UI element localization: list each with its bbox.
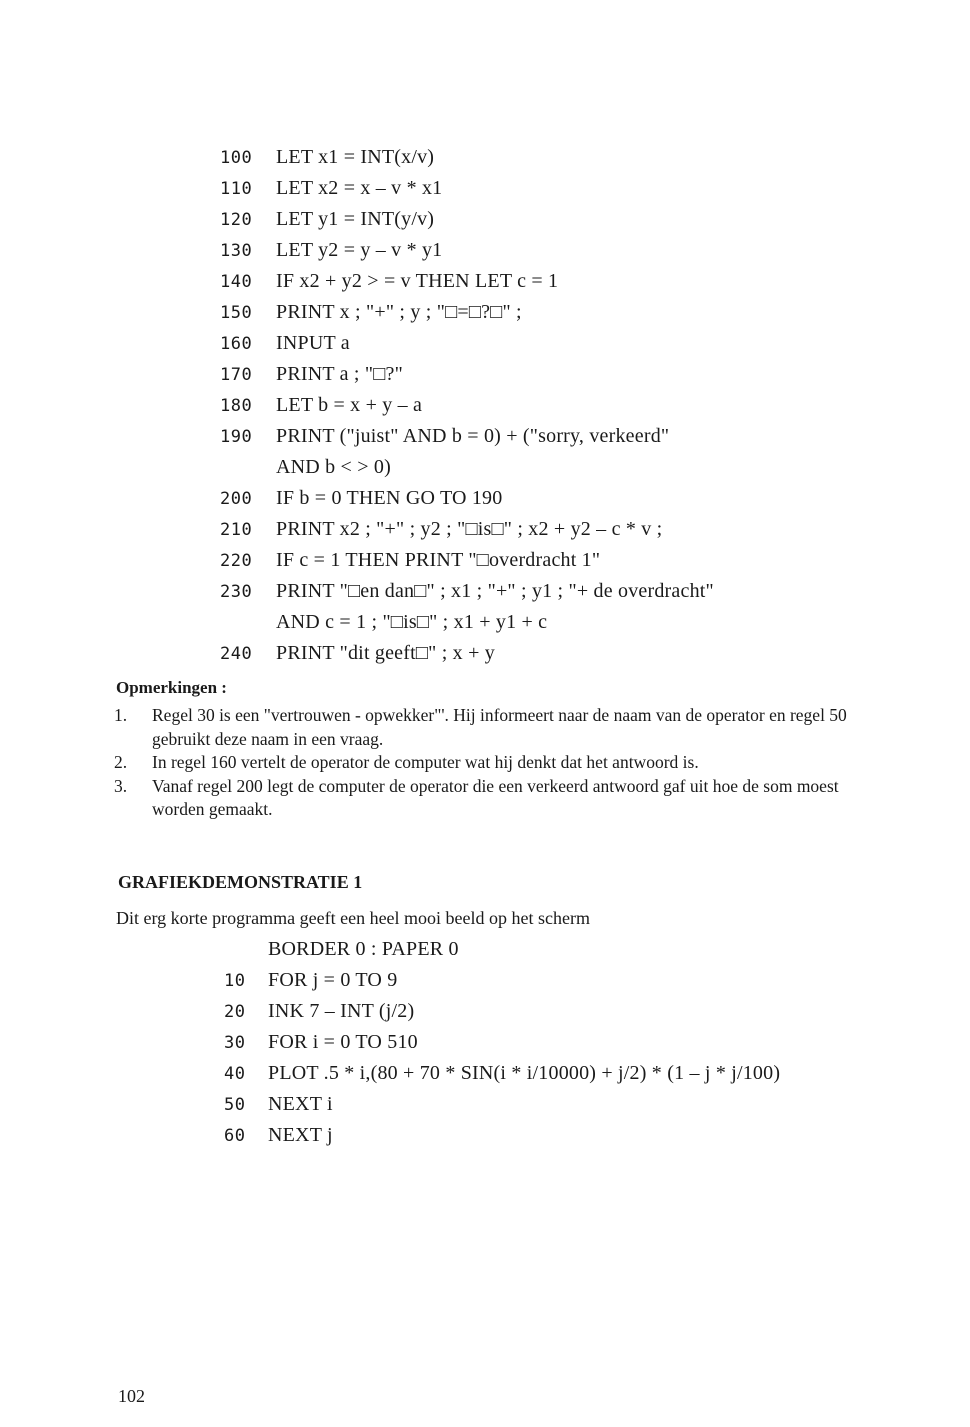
code-line-continuation	[220, 452, 714, 483]
code-statement: LET x1 = INT(x/v)	[276, 146, 435, 168]
code-line	[220, 638, 714, 669]
code-line	[220, 266, 714, 297]
code-statement: BORDER 0 : PAPER 0	[268, 938, 459, 960]
code-line	[220, 235, 714, 266]
code-statement: FOR i = 0 TO 510	[268, 1031, 418, 1053]
line-number: 160	[220, 334, 253, 354]
line-number: 230	[220, 582, 253, 602]
list-item	[114, 704, 874, 751]
code-statement: PRINT x ; "+" ; y ; "□=□?□" ;	[276, 301, 522, 323]
page-number: 102	[118, 1386, 145, 1406]
code-line	[224, 965, 780, 996]
list-item	[114, 775, 874, 822]
line-number: 140	[220, 272, 253, 292]
line-number: 30	[224, 1033, 246, 1053]
code-statement: PRINT "□en dan□" ; x1 ; "+" ; y1 ; "+ de overdracht"	[276, 580, 714, 602]
code-line	[220, 390, 714, 421]
code-line	[220, 328, 714, 359]
code-line	[224, 1027, 780, 1058]
code-line	[224, 1058, 780, 1089]
code-statement: LET y2 = y – v * y1	[276, 239, 443, 261]
code-line	[220, 576, 714, 607]
code-statement: AND b < > 0)	[276, 456, 391, 478]
code-line-continuation	[220, 607, 714, 638]
list-item	[114, 751, 874, 775]
line-number: 210	[220, 520, 253, 540]
code-line	[224, 996, 780, 1027]
line-number: 120	[220, 210, 253, 230]
code-statement: FOR j = 0 TO 9	[268, 969, 398, 991]
code-statement: INPUT a	[276, 332, 350, 354]
line-number: 100	[220, 148, 253, 168]
list-item-number: 1.	[114, 705, 128, 725]
intro-paragraph: Dit erg korte programma geeft een heel mooi beeld op het scherm	[116, 908, 590, 928]
code-statement: IF c = 1 THEN PRINT "□overdracht 1"	[276, 549, 601, 571]
code-line	[224, 934, 780, 965]
code-line	[220, 173, 714, 204]
code-statement: INK 7 – INT (j/2)	[268, 1000, 415, 1022]
line-number: 170	[220, 365, 253, 385]
code-statement: IF x2 + y2 > = v THEN LET c = 1	[276, 270, 559, 292]
code-statement: LET b = x + y – a	[276, 394, 423, 416]
section-heading: GRAFIEKDEMONSTRATIE 1	[118, 872, 363, 892]
line-number: 240	[220, 644, 253, 664]
line-number: 150	[220, 303, 253, 323]
code-line	[220, 421, 714, 452]
code-statement: NEXT i	[268, 1093, 333, 1115]
list-item-text: In regel 160 vertelt de operator de computer wat hij denkt dat het antwoord is.	[152, 752, 699, 772]
list-item-text: Vanaf regel 200 legt de computer de operator die een verkeerd antwoord gaf uit hoe de som moest worden gemaakt.	[152, 775, 839, 819]
line-number: 50	[224, 1095, 246, 1115]
code-statement: PLOT .5 * i,(80 + 70 * SIN(i * i/10000) + j/2) * (1 – j * j/100)	[268, 1062, 781, 1084]
code-line	[220, 483, 714, 514]
code-line	[220, 359, 714, 390]
line-number: 220	[220, 551, 253, 571]
list-item-number: 3.	[114, 775, 128, 796]
code-statement: PRINT ("juist" AND b = 0) + ("sorry, verkeerd"	[276, 425, 670, 447]
code-line	[220, 204, 714, 235]
line-number: 180	[220, 396, 253, 416]
remarks-list	[114, 704, 874, 822]
code-line	[220, 514, 714, 545]
line-number: 190	[220, 427, 253, 447]
list-item-number: 2.	[114, 752, 128, 772]
line-number: 130	[220, 241, 253, 261]
list-item-text: Regel 30 is een "vertrouwen - opwekker"'. Hij informeert naar de naam van de operator en regel 50 gebruikt deze naam in een vraag.	[152, 705, 847, 749]
line-number: 200	[220, 489, 253, 509]
line-number: 10	[224, 971, 246, 991]
code-line	[220, 297, 714, 328]
code-statement: LET x2 = x – v * x1	[276, 177, 443, 199]
code-line	[224, 1120, 780, 1151]
code-statement: IF b = 0 THEN GO TO 190	[276, 487, 503, 509]
code-statement: PRINT "dit geeft□" ; x + y	[276, 642, 495, 664]
code-line	[220, 142, 714, 173]
code-statement: LET y1 = INT(y/v)	[276, 208, 435, 230]
code-listing-graph-demo	[224, 934, 780, 1151]
line-number: 60	[224, 1126, 246, 1146]
code-statement: NEXT j	[268, 1124, 333, 1146]
code-statement: PRINT x2 ; "+" ; y2 ; "□is□" ; x2 + y2 – c * v ;	[276, 518, 663, 540]
code-statement: AND c = 1 ; "□is□" ; x1 + y1 + c	[276, 611, 548, 633]
code-line	[220, 545, 714, 576]
line-number: 40	[224, 1064, 246, 1084]
code-line	[224, 1089, 780, 1120]
line-number: 20	[224, 1002, 246, 1022]
remarks-heading: Opmerkingen :	[116, 678, 227, 697]
code-statement: PRINT a ; "□?"	[276, 363, 403, 385]
line-number: 110	[220, 179, 253, 199]
code-listing-quiz	[220, 142, 714, 669]
